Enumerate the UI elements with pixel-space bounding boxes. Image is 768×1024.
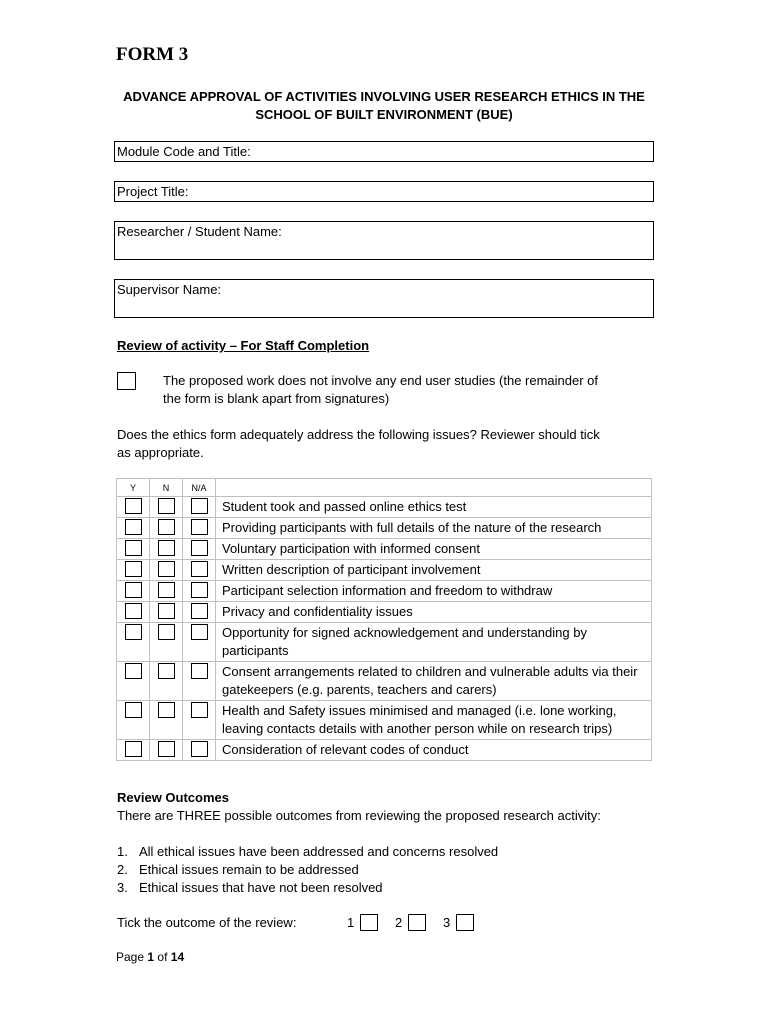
outcome-item-3	[117, 879, 498, 897]
cell-no	[150, 560, 183, 581]
cell-yes	[117, 602, 150, 623]
cell-na	[183, 560, 216, 581]
table-row	[117, 662, 652, 701]
footer-current-page: 1	[147, 950, 155, 964]
tick-option-2-checkbox[interactable]	[408, 914, 426, 931]
table-row	[117, 740, 652, 761]
cell-yes	[117, 701, 150, 740]
checkbox-na[interactable]	[191, 540, 208, 556]
tick-option-1-label: 1	[347, 915, 355, 930]
cell-no	[150, 539, 183, 560]
header-no: N	[150, 479, 183, 497]
footer-total-pages: 14	[170, 950, 185, 964]
outcome-text: All ethical issues have been addressed and concerns resolved	[139, 844, 499, 859]
checkbox-yes[interactable]	[125, 519, 142, 535]
issues-checklist-table	[116, 478, 652, 761]
reviewer-question-line-2: as appropriate.	[117, 445, 204, 460]
checkbox-no[interactable]	[158, 519, 175, 535]
outcome-number: 1.	[117, 844, 128, 859]
issue-text: Health and Safety issues minimised and managed (i.e. lone working, leaving contacts details with another person while on research trips)	[216, 701, 652, 740]
issue-text: Consideration of relevant codes of conduct	[216, 740, 652, 761]
outcome-text: Ethical issues remain to be addressed	[139, 862, 359, 877]
cell-no	[150, 701, 183, 740]
review-outcomes-intro: There are THREE possible outcomes from reviewing the proposed research activity:	[117, 808, 601, 823]
checkbox-na[interactable]	[191, 498, 208, 514]
researcher-name-field[interactable]	[114, 221, 654, 260]
supervisor-name-field[interactable]	[114, 279, 654, 318]
checkbox-yes[interactable]	[125, 540, 142, 556]
checkbox-yes[interactable]	[125, 702, 142, 718]
checkbox-na[interactable]	[191, 519, 208, 535]
cell-na	[183, 662, 216, 701]
issue-text: Providing participants with full details of the nature of the research	[216, 518, 652, 539]
outcome-text: Ethical issues that have not been resolved	[139, 880, 383, 895]
issue-text: Participant selection information and freedom to withdraw	[216, 581, 652, 602]
issue-text: Voluntary participation with informed consent	[216, 539, 652, 560]
checkbox-yes[interactable]	[125, 603, 142, 619]
cell-na	[183, 497, 216, 518]
heading-line-1: ADVANCE APPROVAL OF ACTIVITIES INVOLVING USER RESEARCH ETHICS IN THE	[123, 89, 645, 104]
review-outcomes-title: Review Outcomes	[117, 790, 229, 805]
issue-text: Student took and passed online ethics test	[216, 497, 652, 518]
table-row	[117, 602, 652, 623]
cell-na	[183, 581, 216, 602]
issue-text: Opportunity for signed acknowledgement and understanding by participants	[216, 623, 652, 662]
cell-yes	[117, 539, 150, 560]
table-row	[117, 497, 652, 518]
checkbox-no[interactable]	[158, 561, 175, 577]
checkbox-na[interactable]	[191, 663, 208, 679]
checkbox-no[interactable]	[158, 603, 175, 619]
cell-na	[183, 740, 216, 761]
checkbox-yes[interactable]	[125, 663, 142, 679]
footer-page-word: Page	[116, 950, 145, 964]
footer-of-word: of	[157, 950, 168, 964]
cell-na	[183, 539, 216, 560]
checkbox-na[interactable]	[191, 561, 208, 577]
checkbox-yes[interactable]	[125, 561, 142, 577]
table-row	[117, 581, 652, 602]
project-title-field[interactable]	[114, 181, 654, 202]
checkbox-yes[interactable]	[125, 582, 142, 598]
checkbox-yes[interactable]	[125, 624, 142, 640]
checkbox-na[interactable]	[191, 702, 208, 718]
issue-text: Consent arrangements related to children and vulnerable adults via their gatekeepers (e.g. parents, teachers and carers)	[216, 662, 652, 701]
issue-text: Written description of participant involvement	[216, 560, 652, 581]
outcome-number: 3.	[117, 880, 128, 895]
researcher-name-label: Researcher / Student Name:	[117, 224, 282, 239]
checkbox-na[interactable]	[191, 624, 208, 640]
issue-text: Privacy and confidentiality issues	[216, 602, 652, 623]
cell-na	[183, 623, 216, 662]
tick-option-3-label: 3	[443, 915, 451, 930]
cell-yes	[117, 662, 150, 701]
form-number: FORM 3	[116, 44, 189, 65]
checkbox-yes[interactable]	[125, 741, 142, 757]
cell-no	[150, 497, 183, 518]
reviewer-question-line-1: Does the ethics form adequately address the following issues? Reviewer should tick	[117, 427, 600, 442]
module-field[interactable]	[114, 141, 654, 162]
cell-no	[150, 740, 183, 761]
cell-no	[150, 662, 183, 701]
page-footer	[116, 950, 184, 964]
checkbox-na[interactable]	[191, 582, 208, 598]
checkbox-no[interactable]	[158, 663, 175, 679]
checkbox-no[interactable]	[158, 540, 175, 556]
review-section-title: Review of activity – For Staff Completion	[117, 338, 370, 353]
heading-line-2: SCHOOL OF BUILT ENVIRONMENT (BUE)	[255, 107, 513, 122]
cell-yes	[117, 560, 150, 581]
issues-body	[117, 497, 652, 761]
cell-na	[183, 701, 216, 740]
table-header-row	[117, 479, 652, 497]
cell-yes	[117, 623, 150, 662]
cell-yes	[117, 518, 150, 539]
cell-no	[150, 581, 183, 602]
table-row	[117, 560, 652, 581]
cell-yes	[117, 581, 150, 602]
header-yes: Y	[117, 479, 150, 497]
outcome-number: 2.	[117, 862, 128, 877]
cell-no	[150, 623, 183, 662]
outcomes-list	[117, 843, 498, 897]
cell-no	[150, 518, 183, 539]
tick-option-2-label: 2	[395, 915, 403, 930]
header-issue	[216, 479, 652, 497]
reviewer-question	[117, 426, 600, 462]
checkbox-na[interactable]	[191, 741, 208, 757]
table-row	[117, 701, 652, 740]
outcome-item-2	[117, 861, 498, 879]
table-row	[117, 518, 652, 539]
checkbox-no[interactable]	[158, 582, 175, 598]
outcome-item-1	[117, 843, 498, 861]
no-end-user-line-2: the form is blank apart from signatures)	[163, 391, 390, 406]
module-label: Module Code and Title:	[117, 144, 251, 159]
tick-outcome-label: Tick the outcome of the review:	[117, 915, 297, 930]
checkbox-no[interactable]	[158, 498, 175, 514]
form-heading	[112, 88, 656, 124]
supervisor-name-label: Supervisor Name:	[117, 282, 222, 297]
project-title-label: Project Title:	[117, 184, 189, 199]
cell-no	[150, 602, 183, 623]
table-row	[117, 623, 652, 662]
header-na: N/A	[183, 479, 216, 497]
cell-na	[183, 602, 216, 623]
no-end-user-statement	[163, 372, 598, 408]
checkbox-no[interactable]	[158, 702, 175, 718]
cell-yes	[117, 740, 150, 761]
no-end-user-line-1: The proposed work does not involve any end user studies (the remainder of	[163, 373, 599, 388]
cell-na	[183, 518, 216, 539]
checkbox-na[interactable]	[191, 603, 208, 619]
checkbox-yes[interactable]	[125, 498, 142, 514]
checkbox-no[interactable]	[158, 741, 175, 757]
tick-option-1-checkbox[interactable]	[360, 914, 378, 931]
checkbox-no[interactable]	[158, 624, 175, 640]
cell-yes	[117, 497, 150, 518]
tick-option-3-checkbox[interactable]	[456, 914, 474, 931]
table-row	[117, 539, 652, 560]
no-end-user-checkbox[interactable]	[117, 372, 136, 390]
